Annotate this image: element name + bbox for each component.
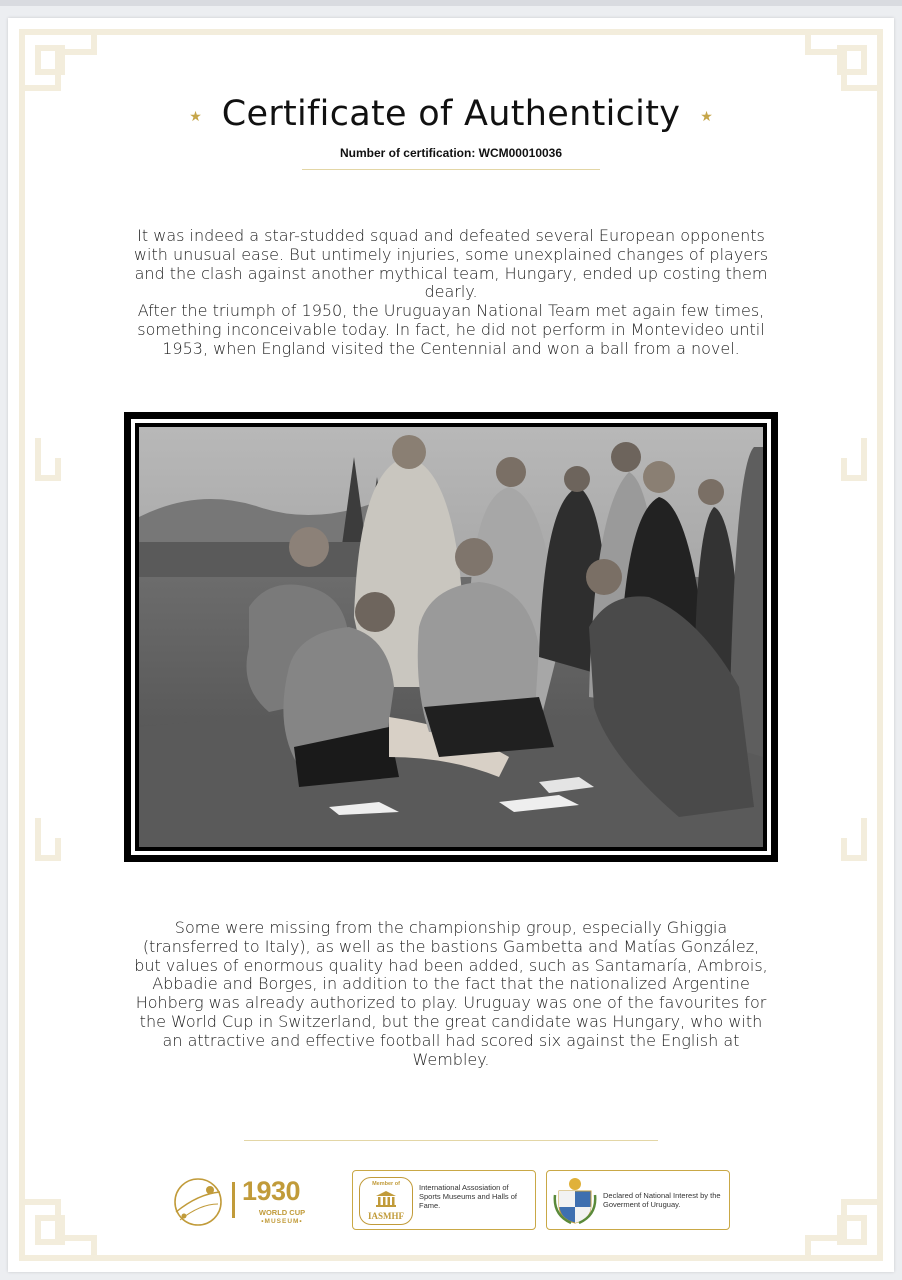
uruguay-coat-of-arms-icon xyxy=(553,1175,597,1225)
iasmhf-acronym: IASMHF xyxy=(368,1211,404,1221)
iasmhf-emblem: Member of IASMHF xyxy=(359,1177,413,1225)
intro-text: It was indeed a star-studded squad and defeated several European opponents with unusual ease. But untimely injuries, some unexplained changes of players and the clash against another mythical team, Hungary, ended up costing them dearly. xyxy=(133,226,769,302)
historic-photo xyxy=(139,427,763,847)
intro-text-2: After the triumph of 1950, the Uruguayan National Team met again few times, something inconceivable today. In fact, he did not perform in Montevideo until 1953, when England visited the Centennial and won a ball from a novel. xyxy=(137,301,765,358)
iasmhf-description: International Assosiation of Sports Museums and Halls of Fame. xyxy=(419,1183,517,1210)
certification-number: Number of certification: WCM00010036 xyxy=(339,146,563,160)
intro-paragraph xyxy=(128,227,774,359)
iasmhf-badge xyxy=(352,1170,536,1230)
certificate-page xyxy=(8,18,894,1272)
page-title: Certificate of Authenticity xyxy=(221,94,681,134)
government-description: Declared of National Interest by the Goverment of Uruguay. xyxy=(603,1191,721,1209)
museum-line2: •MUSEUM• xyxy=(261,1218,303,1225)
temple-icon xyxy=(374,1190,398,1208)
star-icon: ★ xyxy=(700,108,713,125)
title-row xyxy=(8,94,894,134)
world-cup-museum-logo xyxy=(170,1174,330,1230)
ball-icon xyxy=(170,1174,226,1230)
museum-line1: WORLD CUP xyxy=(258,1208,306,1217)
star-icon: ★ xyxy=(189,108,202,125)
divider xyxy=(302,169,600,170)
museum-year: 1930 xyxy=(242,1176,301,1206)
body-paragraph: Some were missing from the championship group, especially Ghiggia (transferred to Italy), as well as the bastions Gambetta and Matías González, but values of enormous quality had been added, such as Santamaría, Ambrois, Abbadie and Borges, in addition to the fact that the nationalized Argentine Hohberg was already authorized to play. Uruguay was one of the favourites for the World Cup in Switzerland, but the great candidate was Hungary, who with an attractive and effective football had scored six against the English at Wembley. xyxy=(134,918,768,1069)
divider xyxy=(244,1140,658,1141)
photo-frame xyxy=(124,412,778,862)
government-badge xyxy=(546,1170,730,1230)
top-bar xyxy=(0,0,902,6)
